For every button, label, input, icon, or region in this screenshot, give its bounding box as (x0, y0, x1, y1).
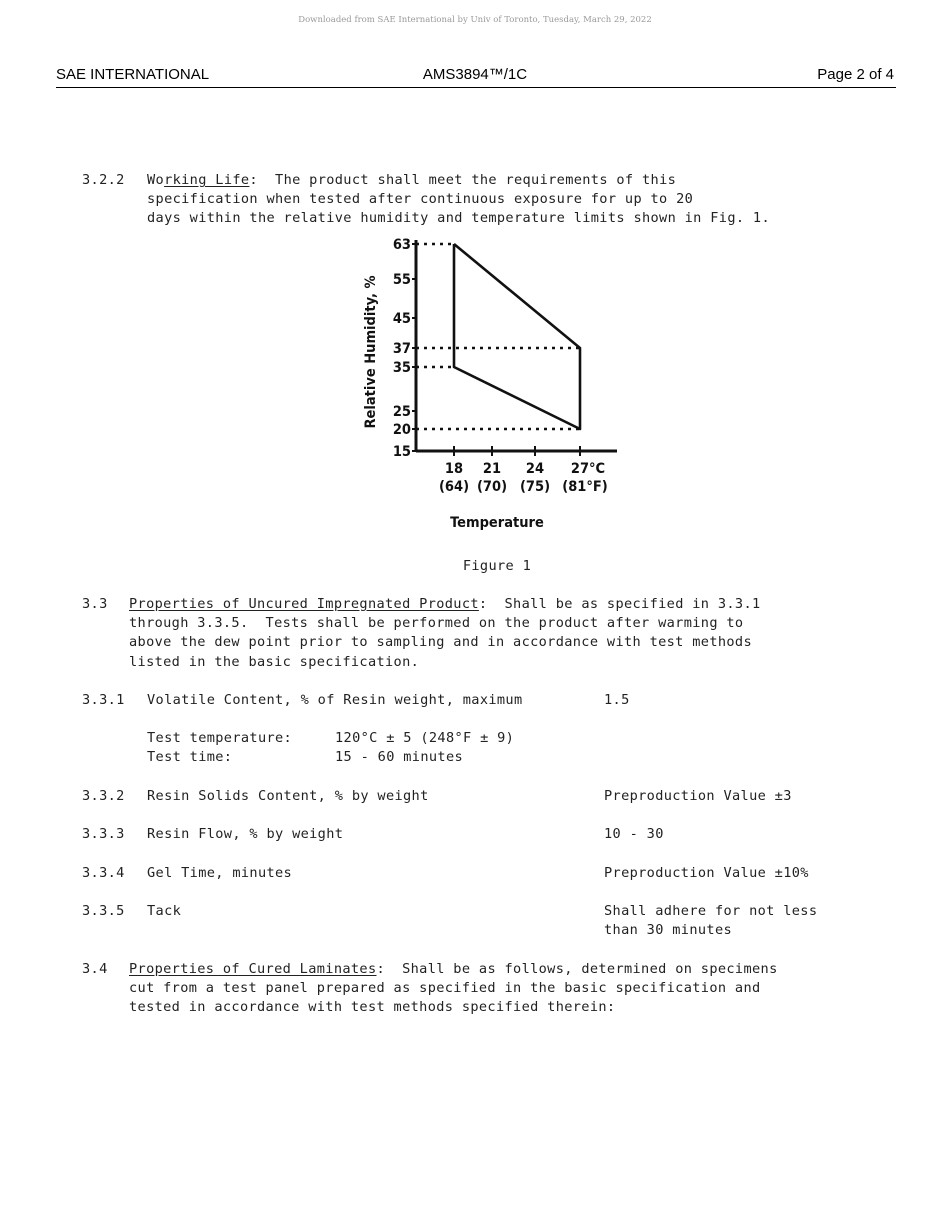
section-3-4-line-2: cut from a test panel prepared as specified in the basic specification and (129, 980, 761, 996)
section-3-2-2-title: rking Life (164, 172, 250, 188)
prop-3-3-1-value: 1.5 (604, 692, 630, 708)
section-3-2-2-line-2: specification when tested after continuous exposure for up to 20 (147, 191, 694, 207)
series-limit-envelope (454, 244, 580, 429)
test-time-label: Test time: (147, 749, 233, 765)
prop-3-3-1-label: Volatile Content, % of Resin weight, maximum (147, 692, 523, 708)
section-3-3-text-1: : Shall be as specified in 3.3.1 (478, 596, 761, 612)
prop-3-3-4-number: 3.3.4 (82, 865, 125, 881)
section-3-2-2-number: 3.2.2 (82, 172, 125, 188)
header-doc-id: AMS3894™/1C (422, 66, 528, 83)
prop-3-3-2-label: Resin Solids Content, % by weight (147, 788, 429, 804)
x-tick-label-f-1: (70) (476, 479, 508, 495)
download-notice: Downloaded from SAE International by Univ of Toronto, Tuesday, March 29, 2022 (298, 15, 652, 25)
section-3-3-line-1 (129, 596, 761, 612)
chart-axes (416, 240, 617, 451)
section-3-4-text-1: : Shall be as follows, determined on specimens (376, 961, 778, 977)
x-tick-label-c-1: 21 (482, 461, 502, 477)
y-tick-label-35: 35 (392, 360, 411, 376)
prop-3-3-5-number: 3.3.5 (82, 903, 125, 919)
chart-x-ticks (439, 446, 608, 495)
header-org: SAE INTERNATIONAL (56, 66, 210, 83)
section-3-2-2-text-1: The product shall meet the requirements of this (257, 172, 677, 188)
chart-y-ticks (393, 237, 417, 460)
x-tick-label-c-0: 18 (444, 461, 464, 477)
prop-3-3-2-number: 3.3.2 (82, 788, 125, 804)
chart-y-axis-label: Relative Humidity, % (363, 275, 379, 429)
y-tick-label-25: 25 (392, 404, 411, 420)
section-3-3-line-3: above the dew point prior to sampling and in accordance with test methods (129, 634, 752, 650)
section-3-2-2-line-3: days within the relative humidity and temperature limits shown in Fig. 1. (147, 210, 770, 226)
x-tick-label-c-3: 27°C (570, 461, 606, 477)
chart-series (454, 244, 580, 429)
test-time-value: 15 - 60 minutes (335, 749, 464, 765)
prop-3-3-3-number: 3.3.3 (82, 826, 125, 842)
y-tick-label-63: 63 (392, 237, 411, 253)
y-tick-label-37: 37 (392, 341, 411, 357)
y-tick-label-15: 15 (392, 444, 411, 460)
prop-3-3-3-label: Resin Flow, % by weight (147, 826, 344, 842)
humidity-temperature-chart (355, 228, 635, 540)
section-3-3-number: 3.3 (82, 596, 108, 612)
chart-x-axis-label: Temperature (450, 515, 544, 531)
x-tick-label-f-2: (75) (519, 479, 551, 495)
section-3-3-line-2: through 3.3.5. Tests shall be performed on the product after warming to (129, 615, 744, 631)
prop-3-3-2-value: Preproduction Value ±3 (604, 788, 792, 804)
header-rule (56, 87, 896, 88)
section-3-4-line-1 (129, 961, 778, 977)
section-3-4-line-3: tested in accordance with test methods specified therein: (129, 999, 616, 1015)
test-temperature-label: Test temperature: (147, 730, 293, 746)
header-page-number: Page 2 of 4 (817, 66, 894, 83)
prop-3-3-3-value: 10 - 30 (604, 826, 664, 842)
section-3-2-2-title-start: Wo (147, 172, 165, 188)
section-3-4-title: Properties of Cured Laminates (129, 961, 377, 977)
prop-3-3-5-label: Tack (147, 903, 182, 919)
test-temperature-value: 120°C ± 5 (248°F ± 9) (335, 730, 515, 746)
x-tick-label-c-2: 24 (525, 461, 545, 477)
y-tick-label-55: 55 (392, 272, 411, 288)
figure-caption: Figure 1 (462, 558, 532, 574)
prop-3-3-5-value: Shall adhere for not less (604, 903, 818, 919)
chart-guides (416, 244, 580, 429)
section-3-3-title: Properties of Uncured Impregnated Product (129, 596, 479, 612)
section-3-2-2-line-1 (147, 172, 676, 188)
prop-3-3-1-number: 3.3.1 (82, 692, 125, 708)
prop-3-3-4-value: Preproduction Value ±10% (604, 865, 809, 881)
x-tick-label-f-0: (64) (438, 479, 470, 495)
section-3-3-line-4: listed in the basic specification. (129, 654, 420, 670)
y-tick-label-20: 20 (392, 422, 411, 438)
y-tick-label-45: 45 (392, 311, 411, 327)
prop-3-3-5-value-line-2: than 30 minutes (604, 922, 733, 938)
section-3-4-number: 3.4 (82, 961, 108, 977)
prop-3-3-4-label: Gel Time, minutes (147, 865, 293, 881)
section-3-2-2-title-colon: : (249, 172, 258, 188)
x-tick-label-f-3: (81°F) (562, 479, 608, 495)
